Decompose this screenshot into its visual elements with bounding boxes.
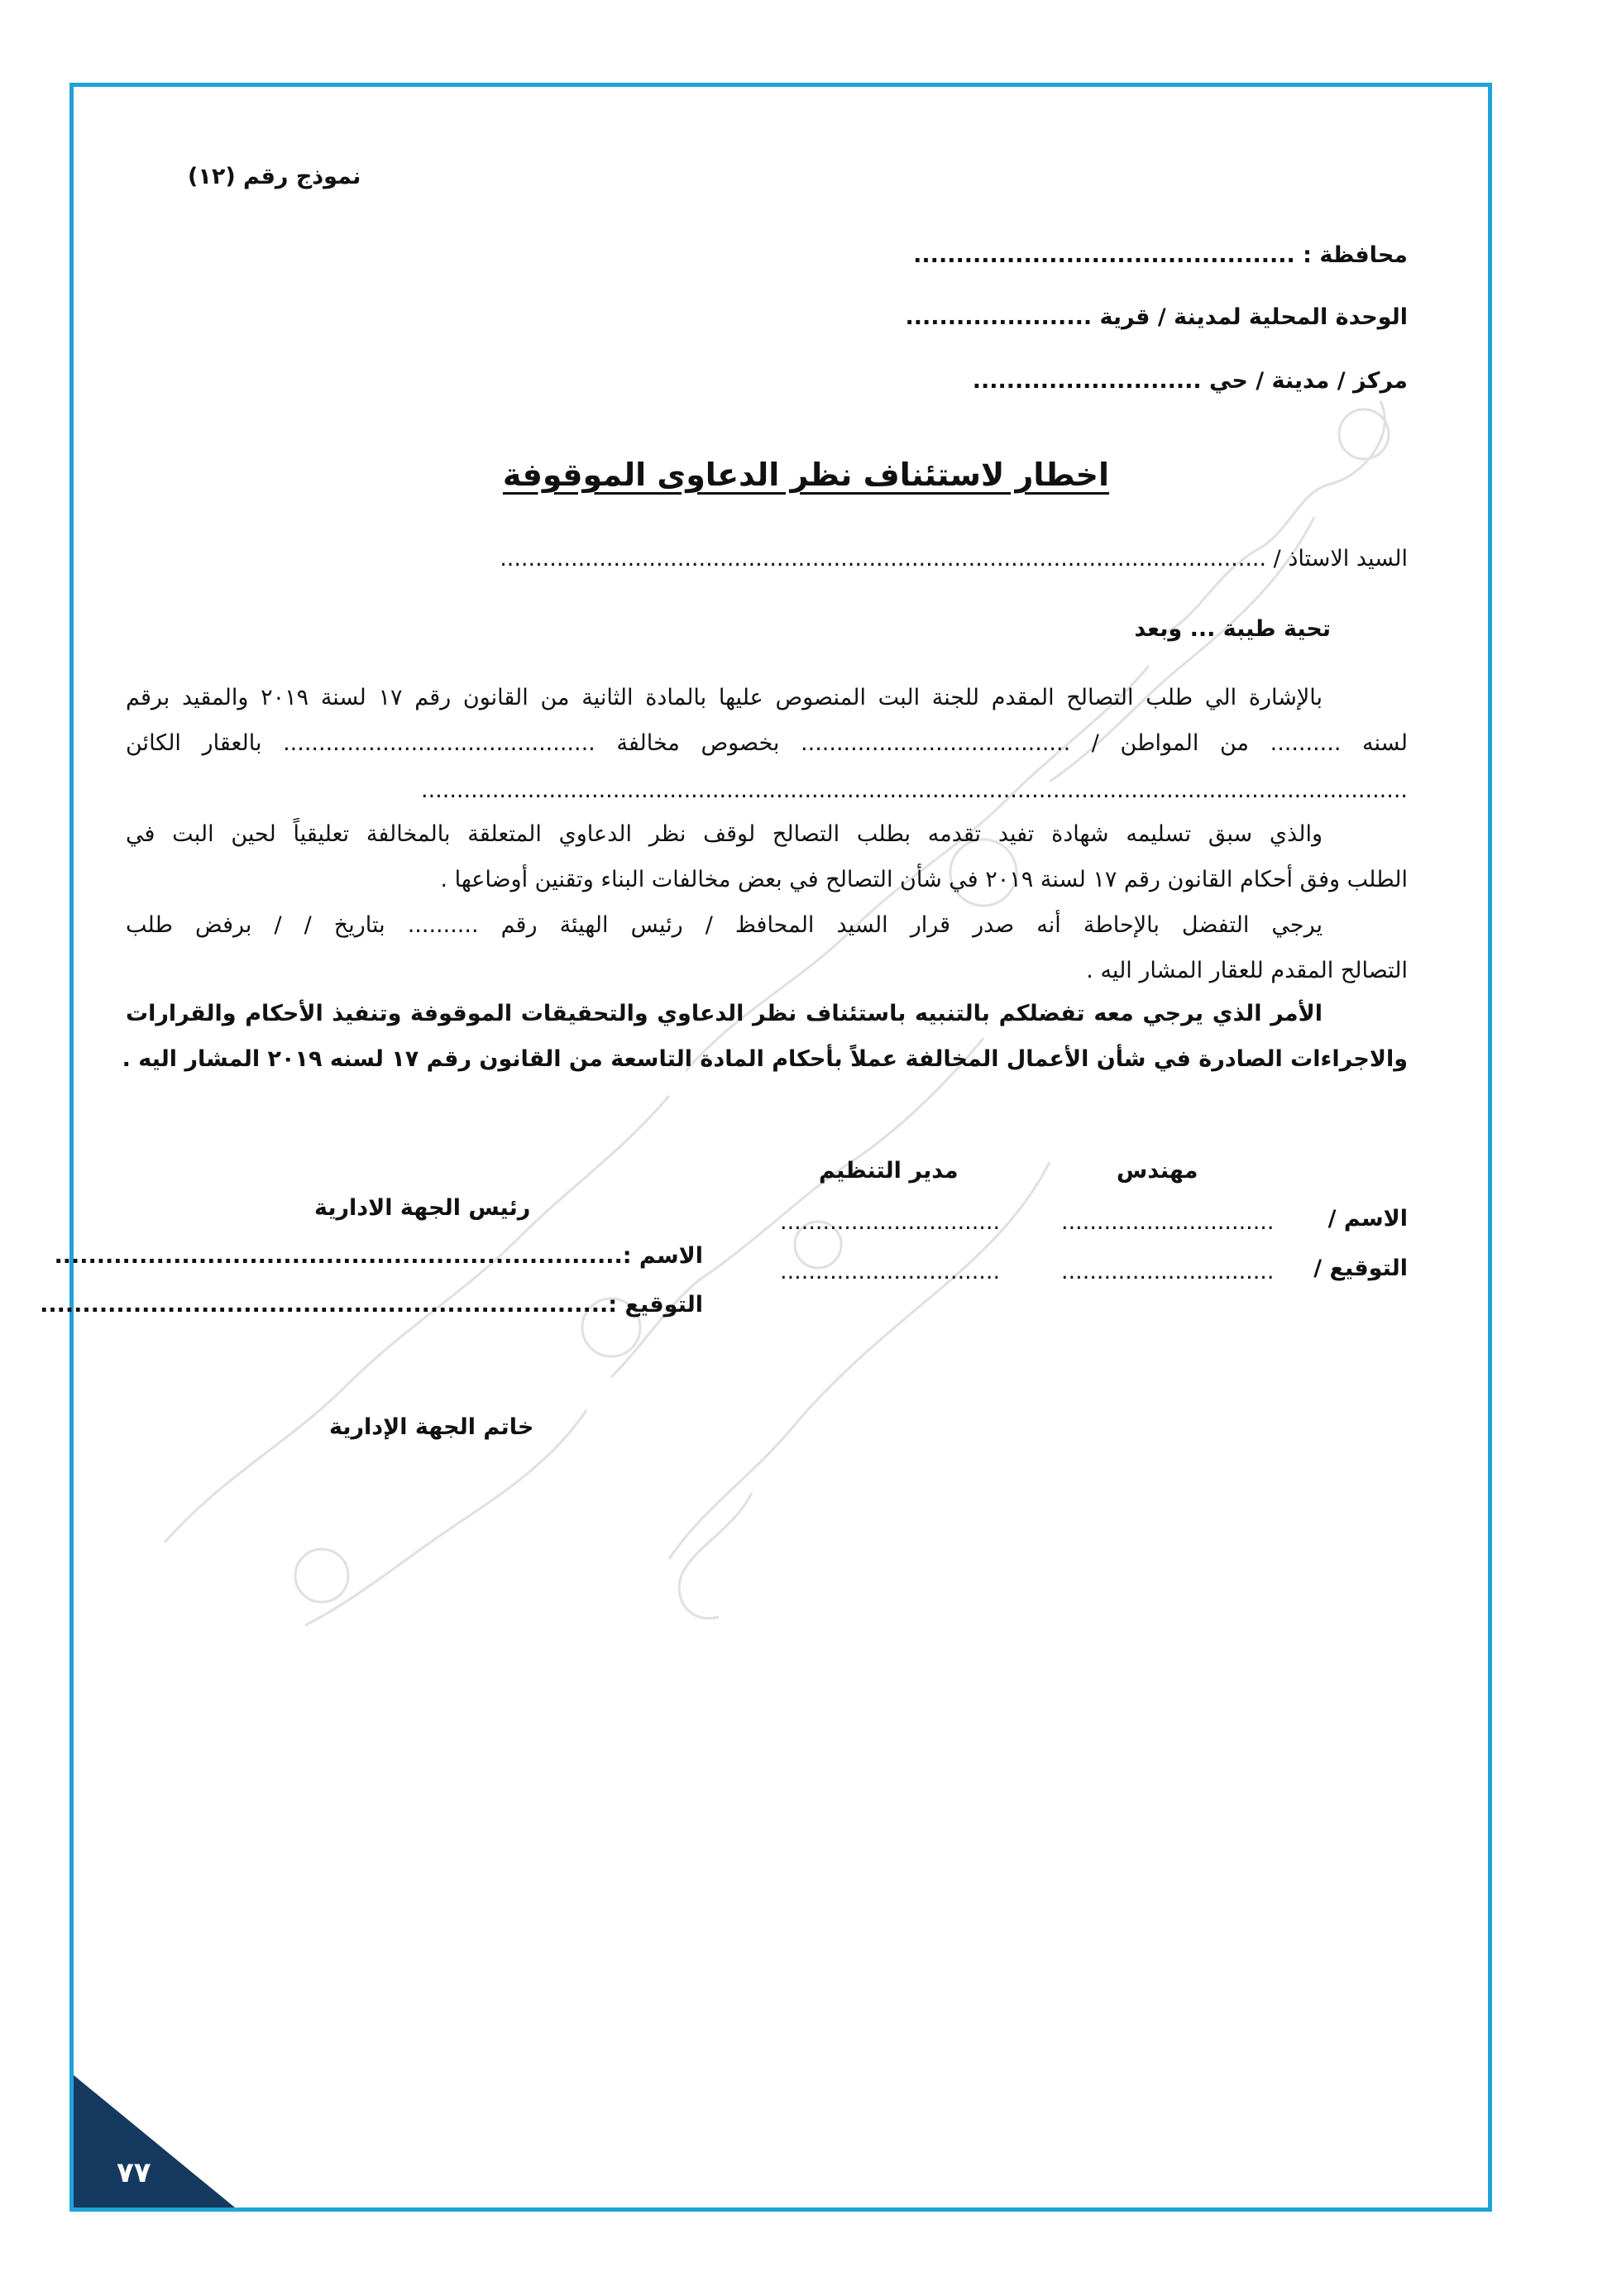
- admin-head-label: رئيس الجهة الادارية: [314, 1195, 531, 1221]
- engineer-signature-dots: ..............................: [1061, 1259, 1275, 1284]
- signature-label: التوقيع /: [1313, 1256, 1408, 1281]
- form-number: نموذج رقم (١٢): [188, 164, 361, 189]
- page-corner-triangle: [74, 2075, 235, 2208]
- watermark-logo: [74, 87, 1492, 2212]
- page-frame: [69, 83, 1492, 2212]
- planning-manager-label: مدير التنظيم: [819, 1158, 959, 1184]
- paragraph-1-line-1: بالإشارة الي طلب التصالح المقدم للجنة البت المنصوص عليها بالمادة الثانية من القانون رقم ١٧ لسنة ٢٠١٩ والمقيد برقم: [126, 685, 1323, 710]
- paragraph-1-line-3: ...........................................................................................................................................: [421, 777, 1408, 803]
- paragraph-4-line-1: الأمر الذي يرجي معه تفضلكم بالتنبيه باستئناف نظر الدعاوي والتحقيقات الموقوفة وتنفيذ الأحكام والقرارات: [126, 1001, 1323, 1026]
- governorate-line: محافظة : .............................................: [913, 242, 1408, 268]
- addressee-line: السيد الاستاذ / ............................................................................................................: [500, 546, 1408, 572]
- engineer-label: مهندس: [1117, 1158, 1198, 1184]
- local-unit-line: الوحدة المحلية لمدينة / قرية ......................: [905, 304, 1408, 330]
- paragraph-2-line-1: والذي سبق تسليمه شهادة تفيد تقدمه بطلب التصالح لوقف نظر الدعاوي المتعلقة بالمخالفة تعليقياً لحين البت في: [126, 821, 1323, 847]
- paragraph-2-line-2: الطلب وفق أحكام القانون رقم ١٧ لسنة ٢٠١٩ في شأن التصالح في بعض مخالفات البناء وتقنين أوضاعها .: [440, 867, 1408, 892]
- page-title: اخطار لاستئناف نظر الدعاوى الموقوفة: [502, 457, 1110, 493]
- greeting: تحية طيبة ... وبعد: [1134, 616, 1331, 642]
- paragraph-4-line-2: والاجراءات الصادرة في شأن الأعمال المخالفة عملاً بأحكام المادة التاسعة من القانون رقم ١٧ لسنه ٢٠١٩ المشار اليه .: [122, 1046, 1408, 1072]
- page-number: ٧٧: [117, 2156, 151, 2189]
- admin-signature-line: التوقيع :...................................................................: [40, 1292, 703, 1318]
- paragraph-1-line-2: لسنه .......... من المواطن / ...................................... بخصوص مخالفة ............................................ بالعقار الكائن: [126, 730, 1408, 756]
- manager-signature-dots: ...............................: [780, 1259, 1001, 1284]
- center-line: مركز / مدينة / حي ...........................: [972, 368, 1408, 394]
- engineer-name-dots: ..............................: [1061, 1209, 1275, 1235]
- paragraph-3-line-1: يرجي التفضل بالإحاطة أنه صدر قرار السيد المحافظ / رئيس الهيئة رقم .......... بتاريخ / / برفض طلب: [126, 912, 1323, 938]
- name-label: الاسم /: [1327, 1206, 1408, 1232]
- paragraph-3-line-2: التصالح المقدم للعقار المشار اليه .: [1086, 958, 1408, 983]
- manager-name-dots: ...............................: [780, 1209, 1001, 1235]
- admin-name-line: الاسم :...................................................................: [54, 1243, 703, 1269]
- stamp-label: خاتم الجهة الإدارية: [329, 1414, 534, 1440]
